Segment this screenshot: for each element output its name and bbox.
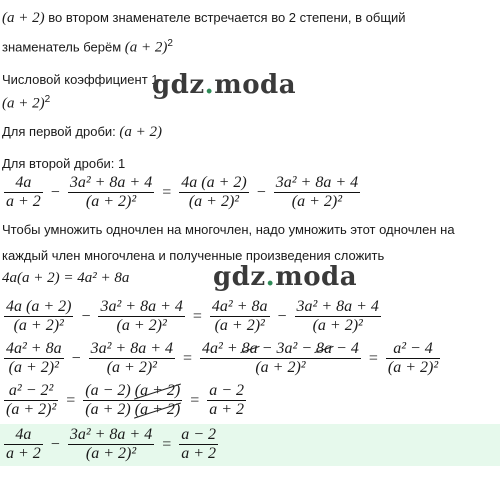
paragraph-5: Для второй дроби: 1 xyxy=(2,156,126,171)
numerator xyxy=(83,382,182,401)
operator: − xyxy=(277,307,287,325)
numerator xyxy=(200,340,361,359)
term: − 3a² − xyxy=(257,340,317,357)
numerator: 4a xyxy=(4,174,43,193)
numerator: 4a xyxy=(4,426,43,445)
equals: = xyxy=(162,435,172,453)
fraction xyxy=(68,174,154,211)
fraction xyxy=(4,298,73,335)
denominator: a + 2 xyxy=(181,445,217,462)
cancelled-term: 8a xyxy=(241,340,258,357)
numerator: a² − 2² xyxy=(4,382,58,401)
fraction xyxy=(98,298,184,335)
paragraph-2: Числовой коэффициент 1 xyxy=(2,72,159,87)
cancelled-term: (a + 2) xyxy=(134,401,181,418)
watermark-part: gdz xyxy=(152,70,205,100)
denominator: (a + 2)² xyxy=(188,193,240,210)
term: 4a² + xyxy=(202,340,242,357)
paragraph-6: Чтобы умножить одночлен на многочлен, надо умножить этот одночлен на xyxy=(2,222,455,237)
exponent: 2 xyxy=(167,38,173,49)
watermark-logo xyxy=(213,262,357,292)
denominator: (a + 2)² xyxy=(312,317,363,334)
paragraph-7: каждый член многочлена и полученные произведения сложить xyxy=(2,248,385,263)
equals: = xyxy=(66,391,76,409)
expr-first-factor: (a + 2) xyxy=(119,124,163,140)
fraction xyxy=(4,426,43,463)
fraction xyxy=(207,382,246,419)
expr-distributive: 4a(a + 2) = 4a² + 8a xyxy=(2,270,130,286)
watermark-dot: . xyxy=(204,70,215,100)
numerator: 3a² + 8a + 4 xyxy=(275,174,359,191)
watermark-part: moda xyxy=(275,262,358,292)
equation-1 xyxy=(2,174,362,211)
equals: = xyxy=(183,349,193,367)
expr-common-denominator: (a + 2) xyxy=(124,39,168,56)
expr-a-plus-2: (a + 2) xyxy=(2,10,45,26)
term: (a − 2) xyxy=(85,382,135,399)
fraction xyxy=(4,382,58,419)
denominator: (a + 2)² xyxy=(214,317,265,334)
fraction xyxy=(83,382,182,419)
equation-3 xyxy=(2,340,442,377)
fraction xyxy=(89,340,175,377)
fraction xyxy=(179,174,248,211)
denominator: (a + 2)² xyxy=(291,193,343,210)
fraction xyxy=(179,426,218,463)
equals: = xyxy=(192,307,202,325)
denominator: (a + 2)² xyxy=(8,359,59,376)
watermark-part: gdz xyxy=(213,262,266,292)
equals: = xyxy=(368,349,378,367)
numerator: 4a² + 8a xyxy=(6,340,62,357)
equals: = xyxy=(190,391,200,409)
expr-a-plus-2-squared: (a + 2) xyxy=(2,95,45,112)
denominator: (a + 2)² xyxy=(6,401,57,418)
denominator: (a + 2)² xyxy=(85,445,137,462)
denominator: a + 2 xyxy=(209,401,245,418)
paragraph-8 xyxy=(2,270,129,287)
paragraph-4-text: Для первой дроби: xyxy=(2,124,120,139)
paragraph-1b-text: знаменатель берём xyxy=(2,39,125,55)
operator: − xyxy=(81,307,91,325)
numerator: 4a (a + 2) xyxy=(181,174,247,191)
fraction xyxy=(386,340,440,377)
fraction xyxy=(274,174,360,211)
watermark-dot: . xyxy=(265,262,276,292)
operator: − xyxy=(50,435,60,453)
denominator: (a + 2)² xyxy=(85,193,137,210)
numerator: 3a² + 8a + 4 xyxy=(69,426,153,443)
denominator: (a + 2)² xyxy=(13,317,64,334)
numerator: 4a (a + 2) xyxy=(6,298,72,315)
paragraph-4 xyxy=(2,124,162,141)
paragraph-1b xyxy=(2,38,173,56)
numerator: 3a² + 8a + 4 xyxy=(100,298,183,315)
numerator: a − 2 xyxy=(181,426,217,443)
numerator: 4a² + 8a xyxy=(211,298,268,315)
operator: − xyxy=(50,183,60,201)
operator: − xyxy=(256,183,266,201)
fraction xyxy=(295,298,381,335)
denominator: a + 2 xyxy=(6,445,41,462)
fraction xyxy=(4,174,43,211)
numerator: 3a² + 8a + 4 xyxy=(90,340,174,357)
denominator: (a + 2)² xyxy=(387,359,439,376)
watermark-logo xyxy=(152,70,296,100)
paragraph-1 xyxy=(2,10,406,27)
denominator: (a + 2)² xyxy=(116,317,167,334)
equation-answer xyxy=(2,426,220,463)
paragraph-1-text: во втором знаменателе встречается во 2 степени, в общий xyxy=(44,10,406,25)
numerator: 3a² + 8a + 4 xyxy=(296,298,379,315)
exponent: 2 xyxy=(44,94,51,105)
fraction xyxy=(4,340,64,377)
fraction xyxy=(200,340,361,377)
operator: − xyxy=(71,349,81,367)
denominator: (a + 2)² xyxy=(106,359,157,376)
equals: = xyxy=(162,183,172,201)
numerator: 3a² + 8a + 4 xyxy=(69,174,153,191)
equation-2 xyxy=(2,298,383,335)
term: − 4 xyxy=(332,340,359,357)
denominator xyxy=(83,401,182,419)
paragraph-3 xyxy=(2,94,50,112)
cancelled-term: 8a xyxy=(316,340,333,357)
equation-4 xyxy=(2,382,248,419)
denominator: (a + 2)² xyxy=(255,359,306,376)
term: (a + 2) xyxy=(85,401,135,418)
numerator: a − 2 xyxy=(209,382,245,399)
fraction xyxy=(68,426,154,463)
denominator: a + 2 xyxy=(6,193,41,210)
cancelled-term: (a + 2) xyxy=(134,382,181,399)
watermark-part: moda xyxy=(214,70,297,100)
fraction xyxy=(210,298,270,335)
numerator: a² − 4 xyxy=(386,340,440,359)
